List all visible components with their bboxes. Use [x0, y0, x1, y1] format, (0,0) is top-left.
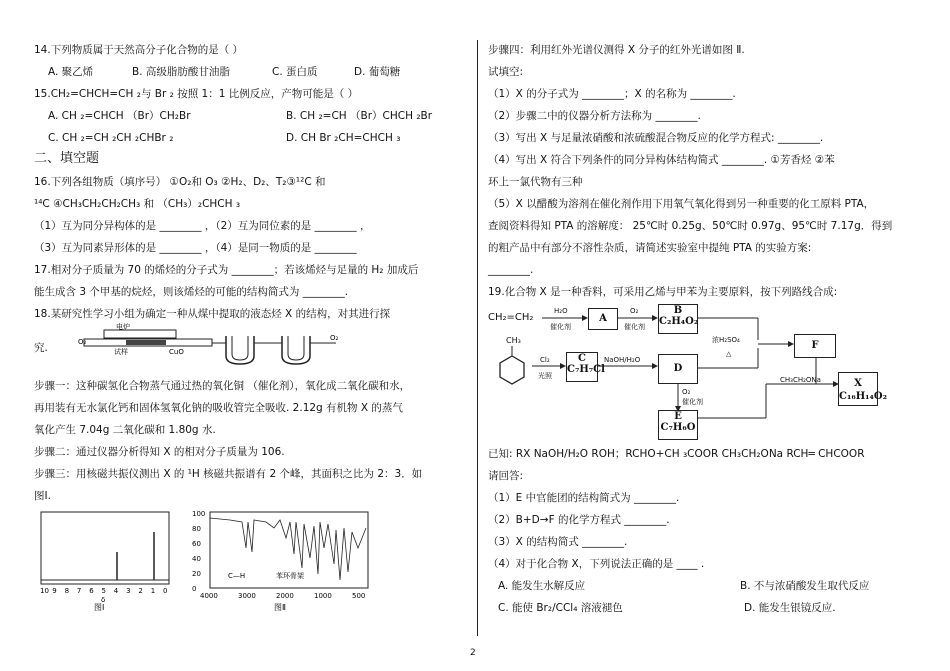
q14-option-d: D. 葡萄糖: [354, 66, 401, 78]
nmr-axis-label: δ: [101, 596, 106, 604]
q14-stem: 14.下列物质属于天然高分子化合物的是（ ）: [34, 44, 244, 56]
nmr-tick-label: 8: [64, 587, 70, 595]
fill-instruction: 试填空:: [488, 66, 524, 78]
q18-part-4: （4）写出 X 符合下列条件的同分异构体结构简式 ________. ①芳香烃 ②苯: [488, 154, 835, 166]
ir-y-tick-label: 60: [192, 540, 201, 548]
synthesis-route: [486, 302, 888, 438]
q15-option-c: C. CH ₂=CH ₂CH ₂CHBr ₂: [48, 132, 174, 144]
reagent-oxygen: O₂: [630, 307, 639, 315]
q14-option-b: B. 高级脂肪酸甘油脂: [132, 66, 230, 78]
compound-f-box: F: [794, 334, 836, 358]
figure-1-nmr: [36, 510, 176, 612]
label-oxygen-out: O₂: [330, 334, 339, 342]
section-heading: 二、填空题: [34, 151, 100, 166]
compound-c-formula: C₇H₇Cl: [567, 364, 605, 375]
ir-spectrum-curve: [210, 518, 366, 580]
left-column: [0, 0, 476, 660]
q16-stem-cont: ¹⁴C ④CH₃CH₂CH₂CH₃ 和 （CH₃）₂CHCH ₃: [34, 198, 241, 210]
q18-part-5-cont1: 查阅资料得知 PTA 的溶解度： 25℃时 0.25g、50℃时 0.97g、95℃时 7.17g．得到: [488, 220, 893, 232]
label-sample: 试样: [114, 348, 128, 356]
ir-x-tick-label: 3000: [238, 592, 256, 600]
q17-stem: 17.相对分子质量为 70 的烯烃的分子式为 ________；若该烯烃与足量的 H₂ 加成后: [34, 264, 419, 276]
reagent-catalyst-1: 催化剂: [550, 323, 571, 331]
sample-boat: [126, 340, 166, 345]
figure-2-caption: 图Ⅱ: [274, 603, 286, 612]
right-column: [478, 0, 950, 660]
reagent-light: 光照: [538, 372, 552, 380]
nmr-tick-label: 5: [101, 587, 106, 595]
ir-x-tick-label: 2000: [276, 592, 294, 600]
step1-line1: 步骤一：这种碳氢化合物蒸气通过热的氧化铜 （催化剂），氧化成二氧化碳和水，: [34, 380, 411, 392]
ir-x-tick-labels: [200, 592, 365, 600]
nmr-tick-labels: [40, 587, 167, 595]
nmr-frame: [41, 512, 169, 584]
nmr-tick-label: 10: [40, 587, 49, 595]
nmr-tick-label: 7: [76, 587, 82, 595]
compound-x-label: X: [854, 378, 862, 389]
q18-part-5-cont3: ________.: [488, 264, 534, 276]
figure-1-caption: 图Ⅰ: [94, 603, 105, 612]
label-furnace: 电炉: [116, 323, 130, 331]
compound-c-label: C: [578, 353, 586, 364]
q18-part-1: （1）X 的分子式为 ________；X 的名称为 ________.: [488, 88, 736, 100]
step3-line1: 步骤三：用核磁共振仪测出 X 的 ¹H 核磁共振谱有 2 个峰，其面积之比为 2：3．如: [34, 468, 423, 480]
label-cuo: CuO: [169, 348, 184, 356]
q19-option-c: C. 能使 Br₂/CCl₄ 溶液褪色: [498, 602, 623, 614]
compound-x-box: [838, 372, 888, 406]
u-tube-1-inner: [232, 336, 248, 360]
ir-y-tick-label: 80: [192, 525, 201, 533]
reagent-h2so4: 浓H₂SO₄: [712, 336, 740, 344]
q19-part-1: （1）E 中官能团的结构简式为 ________.: [488, 492, 680, 504]
label-oxygen: O₂: [78, 338, 87, 346]
ir-y-tick-labels: [192, 510, 205, 593]
apparatus-diagram: [74, 322, 346, 366]
q18-part-2: （2）步骤二中的仪器分析方法称为 ________.: [488, 110, 701, 122]
nmr-tick-label: 2: [138, 587, 143, 595]
ethylene-formula: CH₂=CH₂: [488, 312, 534, 323]
nmr-tick-label: 6: [89, 587, 94, 595]
compound-d-box: D: [658, 354, 698, 384]
q19-part-2: （2）B+D→F 的化学方程式 ________.: [488, 514, 670, 526]
reagent-catalyst-3: 催化剂: [682, 398, 703, 406]
reagent-naoh: NaOH/H₂O: [604, 356, 641, 364]
q15-option-a: A. CH ₂=CHCH （Br）CH₂Br: [48, 110, 191, 122]
ir-x-tick-label: 1000: [314, 592, 332, 600]
reagent-heat: △: [726, 350, 732, 358]
ir-y-tick-label: 20: [192, 570, 201, 578]
q17-stem-cont: 能生成含 3 个甲基的烷烃，则该烯烃的可能的结构简式为 ________.: [34, 286, 349, 298]
nmr-tick-label: 0: [163, 587, 168, 595]
q18-part-5-cont2: 的粗产品中有部分不溶性杂质，请简述实验室中提纯 PTA 的实验方案:: [488, 242, 812, 254]
q19-option-a: A. 能发生水解反应: [498, 580, 586, 592]
q18-stem-cont: 究.: [34, 342, 48, 354]
compound-e-formula: C₇H₆O: [660, 422, 696, 433]
reagent-chlorine: Cl₂: [540, 356, 550, 364]
q16-part-3-4: （3）互为同素异形体的是 ________ ，（4）是同一物质的是 ________: [34, 242, 357, 254]
q15-option-b: B. CH ₂=CH （Br）CHCH ₂Br: [286, 110, 433, 122]
q15-option-d: D. CH Br ₂CH=CHCH ₃: [286, 132, 401, 144]
benzene-ring: [500, 356, 524, 384]
q14-option-a: A. 聚乙烯: [48, 66, 94, 78]
compound-e-box: [658, 410, 698, 440]
step1-line2: 再用装有无水氯化钙和固体氢氧化钠的吸收管完全吸收. 2.12g 有机物 X 的蒸气: [34, 402, 403, 414]
q16-part-1-2: （1）互为同分异构体的是 ________ ，（2）互为同位素的是 ________ ，: [34, 220, 371, 232]
reagent-catalyst-2: 催化剂: [624, 323, 645, 331]
nmr-tick-label: 1: [150, 587, 156, 595]
ir-annotation-ch: C—H: [228, 572, 246, 580]
nmr-tick-label: 9: [52, 587, 57, 595]
reagent-oxygen-2: O₂: [682, 388, 691, 396]
nmr-tick-label: 4: [113, 587, 119, 595]
compound-e-label: E: [674, 411, 682, 422]
compound-b-label: B: [673, 305, 683, 316]
reagent-water: H₂O: [554, 307, 568, 315]
q19-stem: 19.化合物 X 是一种香料，可采用乙烯与甲苯为主要原料，按下列路线合成:: [488, 286, 838, 298]
q19-part-4: （4）对于化合物 X，下列说法正确的是 ____ .: [488, 558, 705, 570]
q18-part-5: （5）X 以醋酸为溶剂在催化剂作用下用氧气氧化得到另一种重要的化工原料 PTA，: [488, 198, 875, 210]
step2-line: 步骤二：通过仪器分析得知 X 的相对分子质量为 106.: [34, 446, 285, 458]
furnace-top: [104, 330, 176, 338]
methyl-group: CH₃: [506, 336, 521, 345]
q15-stem: 15.CH₂=CHCH=CH ₂与 Br ₂ 按照 1：1 比例反应，产物可能是（ ）: [34, 88, 359, 100]
ir-annotation-benzene: 苯环骨架: [276, 572, 304, 580]
q18-part-4-cont: 环上一氯代物有三种: [488, 176, 583, 188]
step3-line2: 图Ⅰ.: [34, 490, 51, 502]
q19-option-b: B. 不与浓硝酸发生取代反应: [740, 580, 870, 592]
q16-stem: 16.下列各组物质（填序号） ①O₂和 O₃ ②H₂、D₂、T₂③¹²C 和: [34, 176, 326, 188]
q19-option-d: D. 能发生银镜反应.: [744, 602, 836, 614]
compound-a-box: A: [588, 308, 618, 330]
ir-y-tick-label: 0: [192, 585, 197, 593]
compound-b-box: [658, 304, 698, 334]
page-number: 2: [470, 648, 476, 658]
u-tube-2-inner: [288, 336, 304, 360]
ir-y-tick-label: 100: [192, 510, 206, 518]
compound-x-formula: C₁₆H₁₄O₂: [839, 391, 888, 402]
step1-line3: 氧化产生 7.04g 二氧化碳和 1.80g 水.: [34, 424, 216, 436]
q14-option-c: C. 蛋白质: [272, 66, 318, 78]
nmr-tick-label: 3: [126, 587, 131, 595]
ir-x-tick-label: 500: [352, 592, 366, 600]
step4-line: 步骤四：利用红外光谱仪测得 X 分子的红外光谱如图 Ⅱ.: [488, 44, 745, 56]
reagent-ethoxide: CH₃CH₂ONa: [780, 376, 821, 384]
ir-x-tick-label: 4000: [200, 592, 218, 600]
figure-2-ir: [190, 508, 380, 614]
compound-b-formula: C₂H₄O₂: [659, 316, 699, 327]
q18-part-3: （3）写出 X 与足量浓硝酸和浓硫酸混合物反应的化学方程式: ________.: [488, 132, 824, 144]
compound-c-box: [566, 352, 605, 382]
ir-y-tick-label: 40: [192, 555, 201, 563]
q19-part-3: （3）X 的结构简式 ________.: [488, 536, 628, 548]
known-reactions: 已知: RX NaOH/H₂O ROH；RCHO+CH ₃COOR CH₃CH₂ONa RCH═ CHCOOR: [488, 448, 865, 460]
answer-instruction: 请回答:: [488, 470, 524, 482]
q18-stem: 18.某研究性学习小组为确定一种从煤中提取的液态烃 X 的结构，对其进行探: [34, 308, 391, 320]
